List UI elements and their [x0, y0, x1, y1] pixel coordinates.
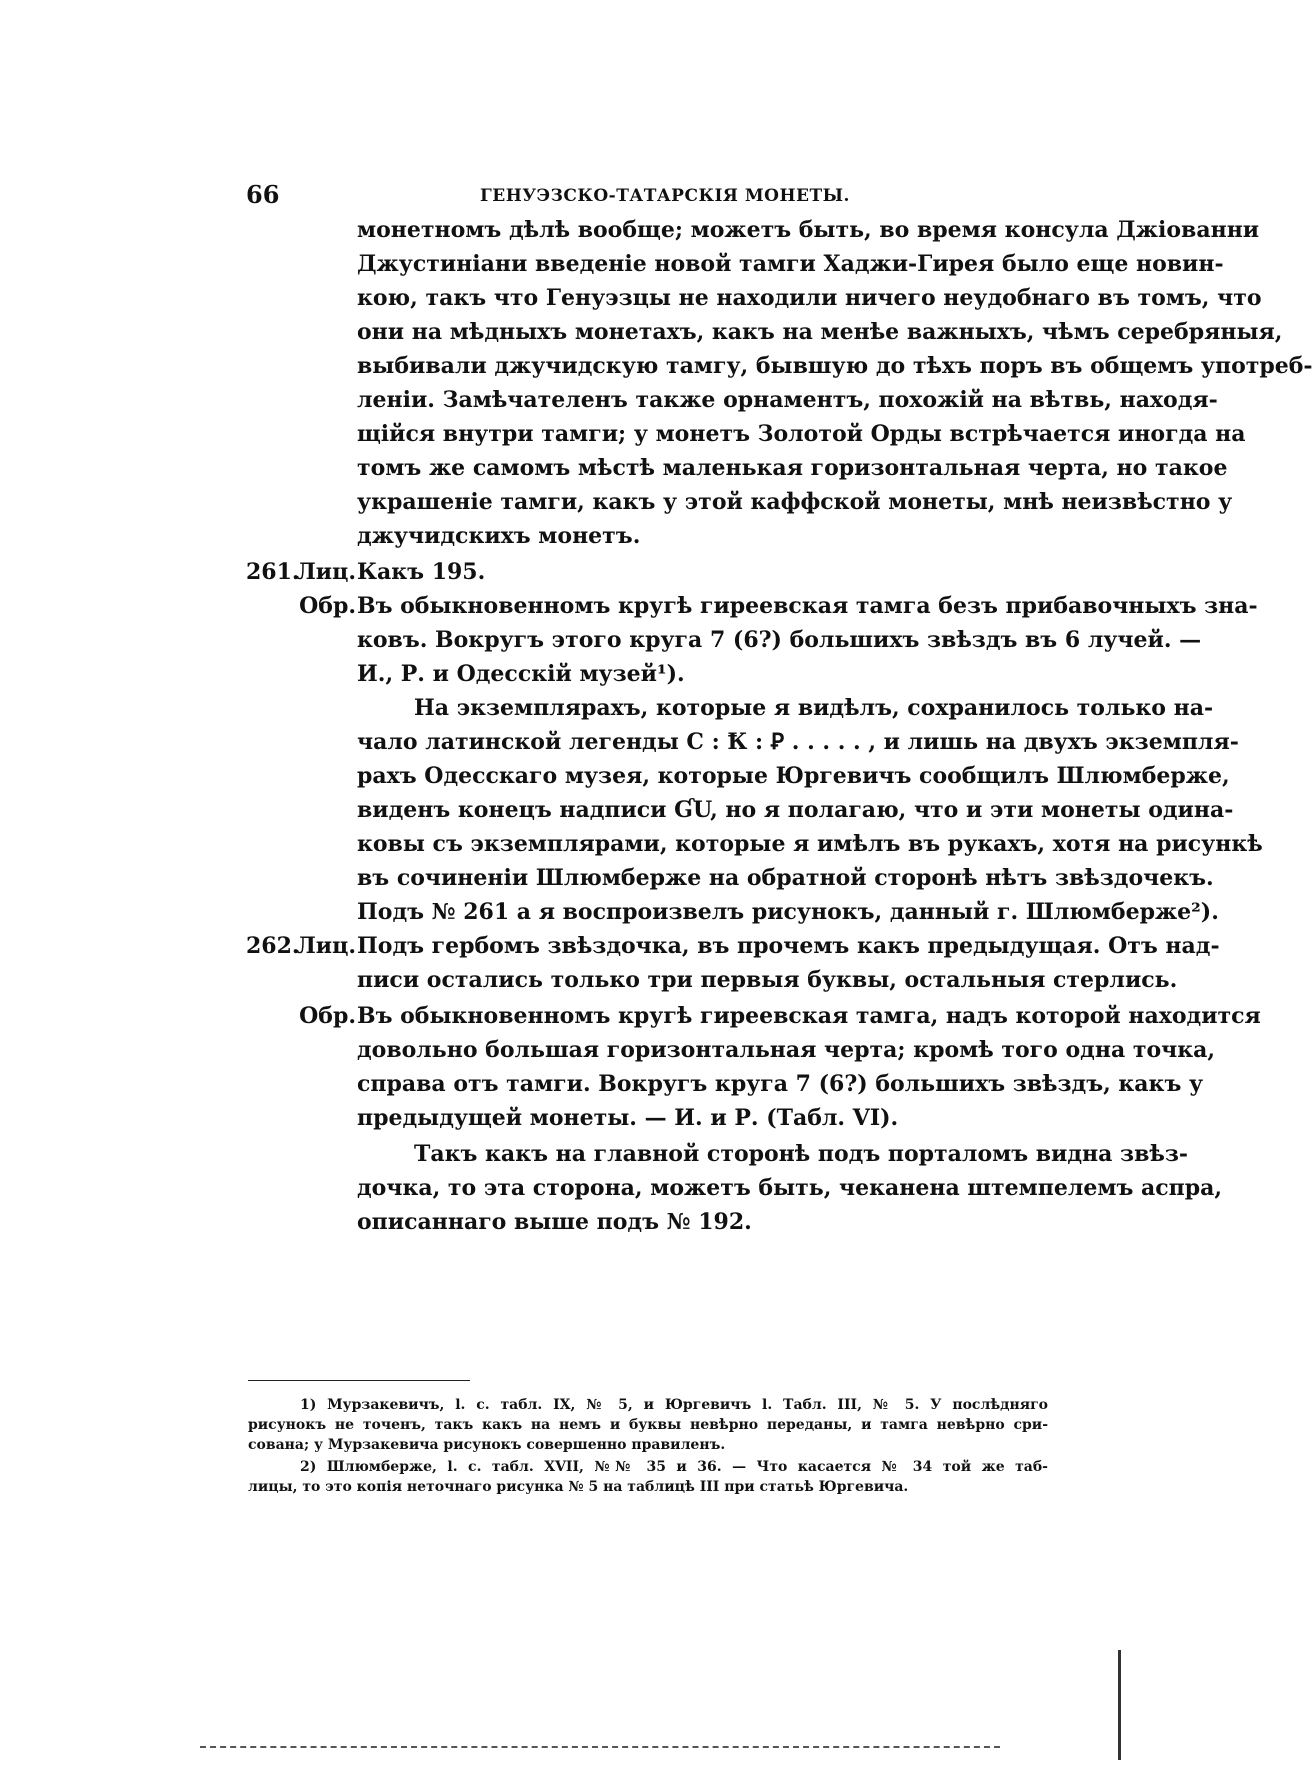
entry-262-reverse-line: предыдущей монеты. — И. и Р. (Табл. VI). — [357, 1105, 899, 1131]
para1-line: украшеніе тамги, какъ у этой каффской монеты, мнѣ неизвѣстно у — [357, 489, 1233, 515]
para1-line: Джустиніани введеніе новой тамги Хаджи-Гирея было еще новин- — [357, 251, 1224, 277]
footnote-rule — [248, 1380, 470, 1381]
footnote-line: 1) Мурзакевичъ, l. c. табл. IX, № 5, и Юргевичъ l. Табл. III, № 5. У послѣдняго — [300, 1397, 1048, 1413]
page-number: 66 — [246, 180, 280, 209]
entry-262-note-line: описаннаго выше подъ № 192. — [357, 1209, 752, 1235]
para1-line: джучидскихъ монетъ. — [357, 523, 641, 549]
entry-261-note-line: чало латинской легенды С : Ꝁ : Ꝑ . . . . . , и лишь на двухъ экземпля- — [357, 729, 1239, 755]
entry-261-obverse-label: Лиц. — [296, 559, 356, 585]
footnote-line: 2) Шлюмберже, l. c. табл. XVII, №№ 35 и 36. — Что касается № 34 той же таб- — [300, 1459, 1048, 1475]
scan-margin-bar — [1118, 1650, 1121, 1760]
footnote-line: лицы, то это копія неточнаго рисунка № 5 на таблицѣ III при статьѣ Юргевича. — [248, 1479, 909, 1495]
entry-262-obverse-line: Подъ гербомъ звѣздочка, въ прочемъ какъ предыдущая. Отъ над- — [357, 933, 1220, 959]
entry-262-reverse-line: довольно большая горизонтальная черта; кромѣ того одна точка, — [357, 1037, 1216, 1063]
entry-262-reverse-label: Обр. — [299, 1003, 356, 1029]
para1-line: монетномъ дѣлѣ вообще; можетъ быть, во время консула Джіованни — [357, 217, 1260, 243]
entry-261-note-line: рахъ Одесскаго музея, которые Юргевичъ сообщилъ Шлюмберже, — [357, 763, 1230, 789]
entry-261-obverse-text: Какъ 195. — [357, 559, 486, 585]
para1-line: томъ же самомъ мѣстѣ маленькая горизонтальная черта, но такое — [357, 455, 1228, 481]
entry-262-obverse-label: Лиц. — [296, 933, 356, 959]
para1-line: леніи. Замѣчателенъ также орнаментъ, похожій на вѣтвь, находя- — [357, 387, 1218, 413]
para1-line: они на мѣдныхъ монетахъ, какъ на менѣе важныхъ, чѣмъ серебряныя, — [357, 319, 1283, 345]
entry-261-reverse-label: Обр. — [299, 593, 356, 619]
para1-line: выбивали джучидскую тамгу, бывшую до тѣхъ поръ въ общемъ употреб- — [357, 353, 1313, 379]
scan-edge-marks — [200, 1746, 1000, 1751]
para1-line: щійся внутри тамги; у монетъ Золотой Орды встрѣчается иногда на — [357, 421, 1246, 447]
entry-261-reverse-line: И., Р. и Одесскій музей¹). — [357, 661, 685, 687]
entry-261-note-line: ковы съ экземплярами, которые я имѣлъ въ рукахъ, хотя на рисункѣ — [357, 831, 1263, 857]
entry-261-reverse-line: Въ обыкновенномъ кругѣ гиреевская тамга безъ прибавочныхъ зна- — [357, 593, 1258, 619]
entry-262-number: 262. — [246, 933, 300, 959]
entry-262-reverse-line: Въ обыкновенномъ кругѣ гиреевская тамга, надъ которой находится — [357, 1003, 1261, 1029]
entry-262-obverse-line: писи остались только три первыя буквы, остальныя стерлись. — [357, 967, 1178, 993]
entry-261-number: 261. — [246, 559, 300, 585]
entry-261-note-line: виденъ конецъ надписи ƓU, но я полагаю, что и эти монеты одина- — [357, 797, 1234, 823]
entry-261-note-line: На экземплярахъ, которые я видѣлъ, сохранилось только на- — [414, 695, 1214, 721]
footnote-line: рисунокъ не точенъ, такъ какъ на немъ и буквы невѣрно переданы, и тамга невѣрно сри- — [248, 1417, 1048, 1433]
entry-262-note-line: Такъ какъ на главной сторонѣ подъ порталомъ видна звѣз- — [414, 1141, 1189, 1167]
entry-261-note-line: Подъ № 261 а я воспроизвелъ рисунокъ, данный г. Шлюмберже²). — [357, 899, 1219, 925]
footnote-line: сована; у Мурзакевича рисунокъ совершенно правиленъ. — [248, 1437, 726, 1453]
para1-line: кою, такъ что Генуэзцы не находили ничего неудобнаго въ томъ, что — [357, 285, 1262, 311]
entry-261-reverse-line: ковъ. Вокругъ этого круга 7 (6?) большихъ звѣздъ въ 6 лучей. — — [357, 627, 1202, 653]
entry-262-note-line: дочка, то эта сторона, можетъ быть, чеканена штемпелемъ аспра, — [357, 1175, 1223, 1201]
entry-262-reverse-line: справа отъ тамги. Вокругъ круга 7 (6?) большихъ звѣздъ, какъ у — [357, 1071, 1204, 1097]
entry-261-note-line: въ сочиненіи Шлюмберже на обратной сторонѣ нѣтъ звѣздочекъ. — [357, 865, 1214, 891]
running-title: ГЕНУЭЗСКО-ТАТАРСКІЯ МОНЕТЫ. — [480, 186, 850, 206]
